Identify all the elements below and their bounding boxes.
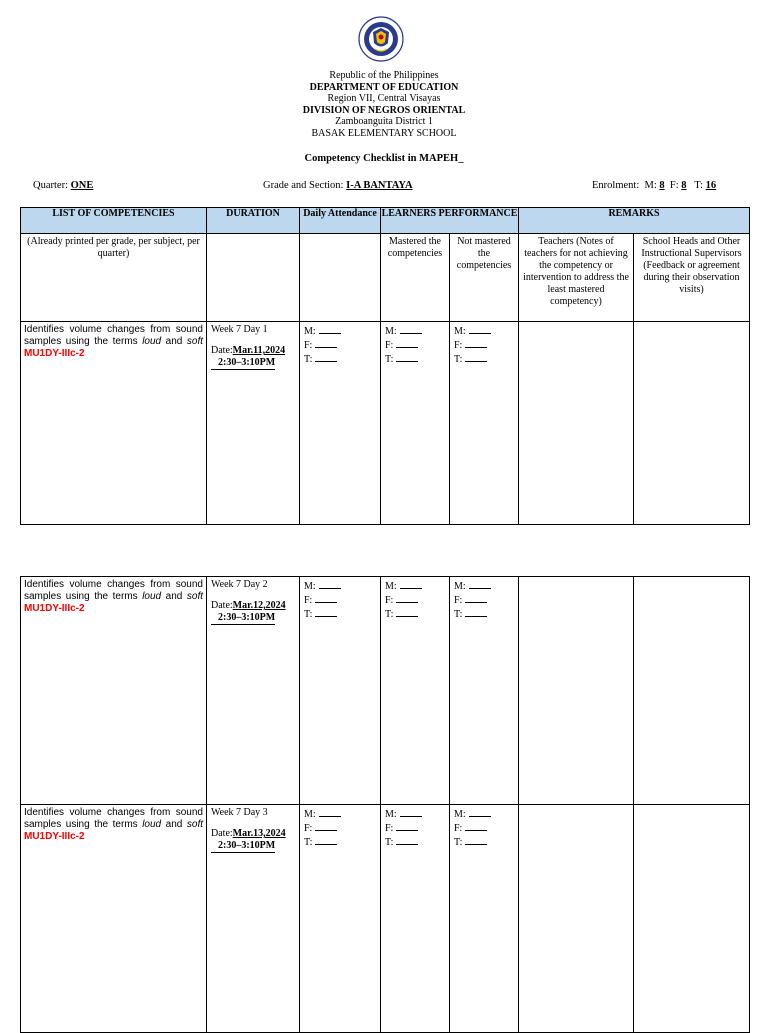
competency-text: Identifies volume changes from sound samples using the terms [24,807,203,830]
header-duration: DURATION [207,208,300,234]
duration-date: Mar.12,2024 [232,600,286,611]
not-mastered-cell [450,577,519,805]
f-blank [315,593,337,603]
duration-time: 2:30–3:10PM [211,357,275,370]
teachers-remarks-cell [519,322,634,525]
m-blank [319,324,341,334]
duration-date-line [211,345,295,357]
enrolment-t-value: 16 [705,180,717,191]
header-region: Region VII, Central Visayas [327,93,441,104]
subheader-mastered: Mastered the competencies [381,234,450,322]
competency-soft: soft [186,819,204,830]
t-blank [315,607,337,617]
mastered-m-line [385,324,445,338]
mastered-cell [381,577,450,805]
competency-soft: soft [186,336,204,347]
f-label: F: [385,823,394,834]
t-label: T: [304,837,313,848]
teachers-remarks-cell [519,805,634,1033]
deped-seal-logo [358,16,404,62]
subheader-competencies: (Already printed per grade, per subject, per quarter) [21,234,207,322]
m-label: M: [385,326,397,337]
enrolment-t-label: T: [694,180,704,191]
not-mastered-f-line [454,338,514,352]
duration-time: 2:30–3:10PM [211,612,275,625]
not-mastered-t-line [454,835,514,849]
not-mastered-f-line [454,821,514,835]
m-blank [469,579,491,589]
f-label: F: [454,823,463,834]
duration-date: Mar.11,2024 [232,345,286,356]
m-label: M: [454,581,466,592]
attendance-t-line [304,835,376,849]
t-blank [465,835,487,845]
enrolment-label: Enrolment: [592,180,640,191]
attendance-cell [300,322,381,525]
f-label: F: [304,823,313,834]
f-blank [465,821,487,831]
m-blank [469,807,491,817]
subheader-attendance-empty [300,234,381,322]
not-mastered-t-line [454,607,514,621]
mastered-t-line [385,835,445,849]
m-blank [469,324,491,334]
duration-cell [207,322,300,525]
attendance-m-line [304,324,376,338]
f-label: F: [385,340,394,351]
not-mastered-t-line [454,352,514,366]
attendance-f-line [304,821,376,835]
m-label: M: [304,809,316,820]
competency-text: Identifies volume changes from sound samples using the terms [24,324,203,347]
mastered-f-line [385,338,445,352]
competency-and: and [165,336,183,347]
subheader-duration-empty [207,234,300,322]
school-heads-remarks-cell [634,805,750,1033]
f-blank [396,593,418,603]
subheader-school-heads: School Heads and Other Instructional Supervisors (Feedback or agreement during their observation visits) [634,234,750,322]
t-blank [465,352,487,362]
not-mastered-cell [450,805,519,1033]
m-label: M: [454,326,466,337]
school-heads-remarks-cell [634,322,750,525]
competency-loud: loud [142,819,162,830]
f-blank [396,338,418,348]
m-blank [319,579,341,589]
t-label: T: [454,837,463,848]
mastered-f-line [385,593,445,607]
mastered-m-line [385,579,445,593]
document-title: Competency Checklist in MAPEH_ [304,153,464,164]
competency-code: MU1DY-IIIc-2 [24,603,85,614]
mastered-cell [381,322,450,525]
subheader-teachers: Teachers (Notes of teachers for not achieving the competency or intervention to address the least mastered competency) [519,234,634,322]
t-label: T: [304,609,313,620]
header-department: DEPARTMENT OF EDUCATION [309,81,459,93]
header-republic: Republic of the Philippines [329,70,439,81]
grade-section-value: I-A BANTAYA [346,180,413,191]
attendance-m-line [304,807,376,821]
attendance-f-line [304,338,376,352]
not-mastered-m-line [454,579,514,593]
duration-date-label: Date: [211,345,233,356]
m-label: M: [385,581,397,592]
competency-loud: loud [142,591,162,602]
attendance-m-line [304,579,376,593]
attendance-t-line [304,607,376,621]
t-blank [465,607,487,617]
not-mastered-f-line [454,593,514,607]
header-district: Zamboanguita District 1 [335,116,433,127]
m-label: M: [385,809,397,820]
t-blank [396,607,418,617]
duration-week: Week 7 Day 3 [211,807,268,818]
header-attendance: Daily Attendance [300,208,381,234]
f-label: F: [304,595,313,606]
enrolment-m-label: M: [644,180,657,191]
not-mastered-cell [450,322,519,525]
grade-section-field [263,180,413,191]
m-blank [319,807,341,817]
duration-cell [207,805,300,1033]
competency-code: MU1DY-IIIc-2 [24,348,85,359]
competency-loud: loud [142,336,162,347]
f-blank [315,821,337,831]
competency-table-continued [20,576,750,1033]
t-blank [396,352,418,362]
duration-date-line [211,600,295,612]
m-blank [400,579,422,589]
m-blank [400,324,422,334]
f-blank [315,338,337,348]
mastered-m-line [385,807,445,821]
teachers-remarks-cell [519,577,634,805]
mastered-t-line [385,607,445,621]
not-mastered-m-line [454,807,514,821]
competency-cell [21,577,207,805]
enrolment-f-value: 8 [681,180,687,191]
duration-week: Week 7 Day 2 [211,579,268,590]
f-blank [465,593,487,603]
table-header-row [21,208,750,234]
enrolment-f-label: F: [669,180,679,191]
duration-date: Mar.13,2024 [232,828,286,839]
table-row-1 [21,322,750,525]
mastered-f-line [385,821,445,835]
competency-code: MU1DY-IIIc-2 [24,831,85,842]
subheader-not-mastered: Not mastered the competencies [450,234,519,322]
t-label: T: [454,609,463,620]
t-label: T: [454,354,463,365]
f-label: F: [454,595,463,606]
enrolment-field [592,180,716,191]
m-blank [400,807,422,817]
f-label: F: [454,340,463,351]
competency-text: Identifies volume changes from sound samples using the terms [24,579,203,602]
school-heads-remarks-cell [634,577,750,805]
t-label: T: [304,354,313,365]
f-label: F: [304,340,313,351]
competency-cell [21,322,207,525]
f-blank [465,338,487,348]
table-subheader-row [21,234,750,322]
header-learners-performance: LEARNERS PERFORMANCE [381,208,519,234]
attendance-cell [300,577,381,805]
header-competencies: LIST OF COMPETENCIES [21,208,207,234]
t-blank [315,835,337,845]
header-division: DIVISION OF NEGROS ORIENTAL [302,104,466,116]
attendance-cell [300,805,381,1033]
mastered-cell [381,805,450,1033]
competency-and: and [165,819,183,830]
f-blank [396,821,418,831]
header-school: BASAK ELEMENTARY SCHOOL [311,127,457,139]
m-label: M: [304,326,316,337]
quarter-value: ONE [70,180,94,191]
not-mastered-m-line [454,324,514,338]
competency-and: and [165,591,183,602]
table-row-2 [21,577,750,805]
m-label: M: [454,809,466,820]
t-label: T: [385,609,394,620]
duration-date-label: Date: [211,828,233,839]
competency-table [20,207,750,525]
t-blank [396,835,418,845]
header-remarks: REMARKS [519,208,750,234]
m-label: M: [304,581,316,592]
mastered-t-line [385,352,445,366]
duration-date-label: Date: [211,600,233,611]
attendance-t-line [304,352,376,366]
t-blank [315,352,337,362]
competency-soft: soft [186,591,204,602]
attendance-f-line [304,593,376,607]
enrolment-m-value: 8 [659,180,665,191]
f-label: F: [385,595,394,606]
letterhead [0,70,768,139]
competency-cell [21,805,207,1033]
t-label: T: [385,837,394,848]
duration-cell [207,577,300,805]
t-label: T: [385,354,394,365]
duration-week: Week 7 Day 1 [211,324,268,335]
quarter-field [33,180,93,191]
quarter-label: Quarter: [33,180,68,191]
table-row-3 [21,805,750,1033]
duration-time: 2:30–3:10PM [211,840,275,853]
duration-date-line [211,828,295,840]
grade-section-label: Grade and Section: [263,180,344,191]
